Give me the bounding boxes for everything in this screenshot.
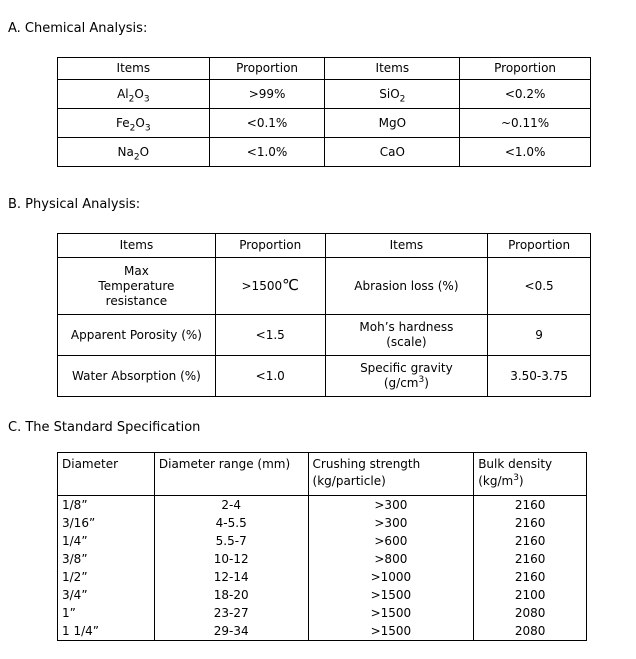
- range-cell: 23-27: [154, 604, 308, 622]
- range-cell: 2-4: [154, 496, 308, 515]
- diameter-cell: 3/16”: [58, 514, 155, 532]
- table-row: [58, 604, 587, 622]
- header-cell: Items: [325, 234, 488, 258]
- item-value: 3.50-3.75: [488, 356, 591, 397]
- table-row: [58, 550, 587, 568]
- density-cell: 2080: [474, 622, 587, 641]
- item-value: 9: [488, 315, 591, 356]
- chem-value: <1.0%: [209, 138, 325, 167]
- physical-analysis-table: [57, 233, 591, 397]
- strength-cell: >1500: [308, 622, 474, 641]
- chemical-analysis-table: [57, 57, 591, 167]
- density-cell: 2160: [474, 550, 587, 568]
- header-cell: Diameter: [58, 453, 155, 496]
- chem-formula-sio2: SiO$_2$: [325, 80, 460, 109]
- section-a-heading: A. Chemical Analysis:: [8, 21, 148, 36]
- item-label: Specific gravity $(g/cm^3)$: [325, 356, 488, 397]
- table-row: [58, 80, 591, 109]
- table-row: [58, 109, 591, 138]
- header-cell: Items: [58, 58, 210, 80]
- density-cell: 2100: [474, 586, 587, 604]
- density-cell: 2160: [474, 496, 587, 515]
- diameter-cell: 3/8”: [58, 550, 155, 568]
- range-cell: 10-12: [154, 550, 308, 568]
- table-row: [58, 315, 591, 356]
- item-label: Apparent Porosity (%): [58, 315, 216, 356]
- diameter-cell: 1/2”: [58, 568, 155, 586]
- header-cell: Proportion: [460, 58, 591, 80]
- range-cell: 29-34: [154, 622, 308, 641]
- item-value: <1.0: [215, 356, 325, 397]
- chem-formula-mgo: MgO: [325, 109, 460, 138]
- table-header-row: [58, 58, 591, 80]
- diameter-cell: 3/4”: [58, 586, 155, 604]
- chem-value: <0.1%: [209, 109, 325, 138]
- chem-formula-al2o3: $Al_2O_3$: [58, 80, 210, 109]
- standard-specification-table: [57, 452, 587, 641]
- strength-cell: >300: [308, 514, 474, 532]
- header-cell: Crushing strength (kg/particle): [308, 453, 474, 496]
- strength-cell: >300: [308, 496, 474, 515]
- strength-cell: >1500: [308, 586, 474, 604]
- table-row: [58, 356, 591, 397]
- table-row: [58, 258, 591, 315]
- diameter-cell: 1/8”: [58, 496, 155, 515]
- item-label: Max Temperature resistance: [58, 258, 216, 315]
- table-row: [58, 514, 587, 532]
- chem-formula-cao: CaO: [325, 138, 460, 167]
- header-cell: Proportion: [215, 234, 325, 258]
- range-cell: 12-14: [154, 568, 308, 586]
- strength-cell: >1500: [308, 604, 474, 622]
- table-row: [58, 586, 587, 604]
- range-cell: 5.5-7: [154, 532, 308, 550]
- strength-cell: >600: [308, 532, 474, 550]
- density-cell: 2160: [474, 568, 587, 586]
- chem-formula-na2o: $Na_2O$: [58, 138, 210, 167]
- table-row: [58, 532, 587, 550]
- table-row: [58, 622, 587, 641]
- item-label: Water Absorption (%): [58, 356, 216, 397]
- chem-formula-fe2o3: $Fe_2O_3$: [58, 109, 210, 138]
- header-cell: Bulk density $(kg/m^3)$: [474, 453, 587, 496]
- header-cell: Items: [58, 234, 216, 258]
- diameter-cell: 1 1/4”: [58, 622, 155, 641]
- table-header-row: [58, 453, 587, 496]
- item-label: Moh’s hardness (scale): [325, 315, 488, 356]
- range-cell: 4-5.5: [154, 514, 308, 532]
- item-value: <0.5: [488, 258, 591, 315]
- chem-value: >99%: [209, 80, 325, 109]
- chem-value: <1.0%: [460, 138, 591, 167]
- item-value: >1500℃: [215, 258, 325, 315]
- table-row: [58, 568, 587, 586]
- range-cell: 18-20: [154, 586, 308, 604]
- header-cell: Diameter range (mm): [154, 453, 308, 496]
- chem-value: ~0.11%: [460, 109, 591, 138]
- strength-cell: >800: [308, 550, 474, 568]
- header-cell: Items: [325, 58, 460, 80]
- strength-cell: >1000: [308, 568, 474, 586]
- diameter-cell: 1/4”: [58, 532, 155, 550]
- chem-value: <0.2%: [460, 80, 591, 109]
- table-header-row: [58, 234, 591, 258]
- density-cell: 2160: [474, 532, 587, 550]
- item-value: <1.5: [215, 315, 325, 356]
- header-cell: Proportion: [488, 234, 591, 258]
- section-b-heading: B. Physical Analysis:: [8, 197, 141, 212]
- item-label: Abrasion loss (%): [325, 258, 488, 315]
- density-cell: 2160: [474, 514, 587, 532]
- diameter-cell: 1”: [58, 604, 155, 622]
- header-cell: Proportion: [209, 58, 325, 80]
- density-cell: 2080: [474, 604, 587, 622]
- table-row: [58, 138, 591, 167]
- section-c-heading: C. The Standard Specification: [8, 420, 201, 435]
- table-row: [58, 496, 587, 515]
